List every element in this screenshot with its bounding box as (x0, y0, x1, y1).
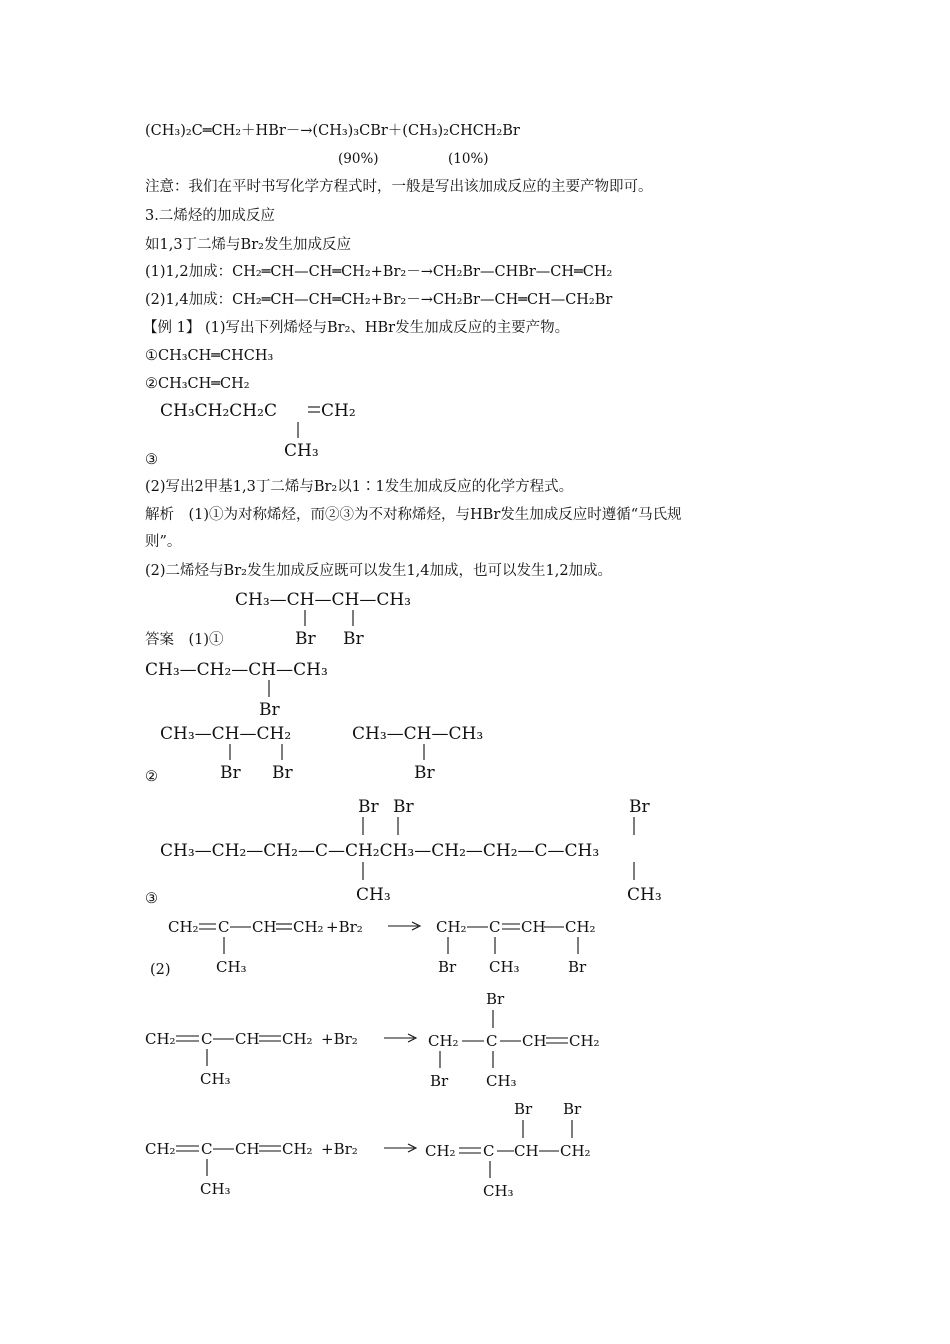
chem-label: C (201, 1140, 213, 1158)
chem-label: CH (235, 1140, 260, 1158)
addition-14-line: (2)1,4加成：CH₂═CH—CH═CH₂+Br₂－→CH₂Br—CH═CH—CH₂Br (145, 292, 613, 308)
chem-label: C (486, 1032, 498, 1050)
chem-label: CH (252, 918, 277, 936)
section-heading: 3.二烯烃的加成反应 (145, 208, 275, 224)
chem-label: Br (514, 1100, 533, 1118)
chem-label: CH₂ (425, 1142, 456, 1160)
chem-label: Br (438, 958, 457, 976)
structure-answer-1 (235, 588, 445, 648)
chem-label: CH₃ (356, 885, 391, 905)
chem-label: Br (430, 1072, 449, 1090)
percent-10: (10%) (448, 151, 489, 167)
addition-12-line: (1)1,2加成：CH₂═CH—CH═CH₂+Br₂－→CH₂Br—CHBr—CH═CH₂ (145, 264, 613, 280)
answer-part-2-label: (2) (150, 962, 171, 978)
chem-label: CH₂ (282, 1140, 313, 1158)
chem-label: CH (521, 918, 546, 936)
chem-label: Br (486, 990, 505, 1008)
chem-label: CH₂ (436, 918, 467, 936)
reaction-3-product (425, 1096, 625, 1200)
analysis-line-3: (2)二烯烃与Br₂发生加成反应既可以发生1,4加成，也可以发生1,2加成。 (145, 563, 613, 579)
percent-90: (90%) (338, 151, 379, 167)
reaction-arrow (382, 1140, 422, 1154)
chem-label: CH₂ (428, 1032, 459, 1050)
example-line: 如1,3丁二烯与Br₂发生加成反应 (145, 237, 351, 253)
note-line: 注意：我们在平时书写化学方程式时，一般是写出该加成反应的主要产物即可。 (145, 179, 653, 195)
question-2: (2)写出2甲基1,3丁二烯与Br₂以1∶1发生加成反应的化学方程式。 (145, 479, 574, 495)
chem-label: CH₃ (489, 958, 520, 976)
answer-3-label: ③ (145, 891, 158, 907)
chem-label: +Br₂ (326, 918, 363, 936)
chem-label: Br (272, 763, 293, 783)
chem-label: CH₂ (145, 1030, 176, 1048)
chem-label: C (489, 918, 501, 936)
chem-label: Br (358, 797, 379, 817)
chem-label: Br (414, 763, 435, 783)
chem-label: CH (235, 1030, 260, 1048)
chem-label: CH₂ (565, 918, 596, 936)
structure-answer-2 (145, 658, 365, 720)
chem-label: CH₃ (200, 1180, 231, 1198)
chem-label: CH₂ (293, 918, 324, 936)
compound-3-label: ③ (145, 452, 158, 468)
chem-label: CH₂ (168, 918, 199, 936)
chem-label: Br (629, 797, 650, 817)
chem-label: CH₃ (483, 1182, 514, 1200)
chem-label: CH₃ (627, 885, 662, 905)
reaction-1-product (436, 914, 636, 976)
structure-answer-4 (352, 722, 522, 784)
chem-label: C (201, 1030, 213, 1048)
structure-compound-3 (160, 398, 360, 468)
structure-answer-3 (160, 722, 330, 784)
chem-label: CH₃—CH—CH₃ (352, 724, 484, 744)
structure-answer-5 (160, 795, 720, 910)
chem-label: Br (295, 629, 316, 649)
answer-heading: 答案 (1)① (145, 632, 224, 648)
reaction-arrow (386, 918, 426, 932)
chem-label: CH₃—CH—CH—CH₃ (235, 590, 411, 610)
compound-1: ①CH₃CH═CHCH₃ (145, 348, 274, 364)
chem-label: CH₂ (145, 1140, 176, 1158)
chem-label: CH (514, 1142, 539, 1160)
chem-label: Br (220, 763, 241, 783)
chem-label: CH₂ (569, 1032, 600, 1050)
chem-label: CH₃ (200, 1070, 231, 1088)
chem-label: CH₃—CH₂—CH₂—C—CH₂CH₃—CH₂—CH₂—C—CH₃ (160, 841, 600, 861)
chem-label: C (218, 918, 230, 936)
chem-label: Br (393, 797, 414, 817)
equation-line: (CH₃)₂C═CH₂＋HBr－→(CH₃)₃CBr＋(CH₃)₂CHCH₂Br (145, 123, 520, 139)
analysis-line-2: 则”。 (145, 534, 182, 550)
chem-label: +Br₂ (321, 1140, 358, 1158)
chem-label: Br (343, 629, 364, 649)
chem-label: C (483, 1142, 495, 1160)
chem-label: CH₃—CH—CH₂ (160, 724, 292, 744)
reaction-arrow (382, 1030, 422, 1044)
reaction-2-product (428, 986, 628, 1090)
chem-label: CH₂ (560, 1142, 591, 1160)
chem-label: CH₃ (216, 958, 247, 976)
chem-label: Br (563, 1100, 582, 1118)
example-1-heading: 【例 1】 (1)写出下列烯烃与Br₂、HBr发生加成反应的主要产物。 (143, 320, 570, 336)
chem-label: CH (522, 1032, 547, 1050)
chem-label: CH₃CH₂CH₂C (160, 401, 277, 421)
chem-label: CH₃—CH₂—CH—CH₃ (145, 660, 328, 680)
chem-label: Br (259, 700, 280, 720)
chem-label: CH₃ (486, 1072, 517, 1090)
chem-label: Br (568, 958, 587, 976)
chem-label: CH₂ (282, 1030, 313, 1048)
answer-2-label: ② (145, 769, 158, 785)
chem-label: CH₃ (284, 441, 319, 461)
chem-label: CH₂ (321, 401, 356, 421)
compound-2: ②CH₃CH═CH₂ (145, 376, 250, 392)
chem-label: +Br₂ (321, 1030, 358, 1048)
analysis-line-1: 解析 (1)①为对称烯烃，而②③为不对称烯烃，与HBr发生加成反应时遵循“马氏规 (145, 507, 682, 523)
